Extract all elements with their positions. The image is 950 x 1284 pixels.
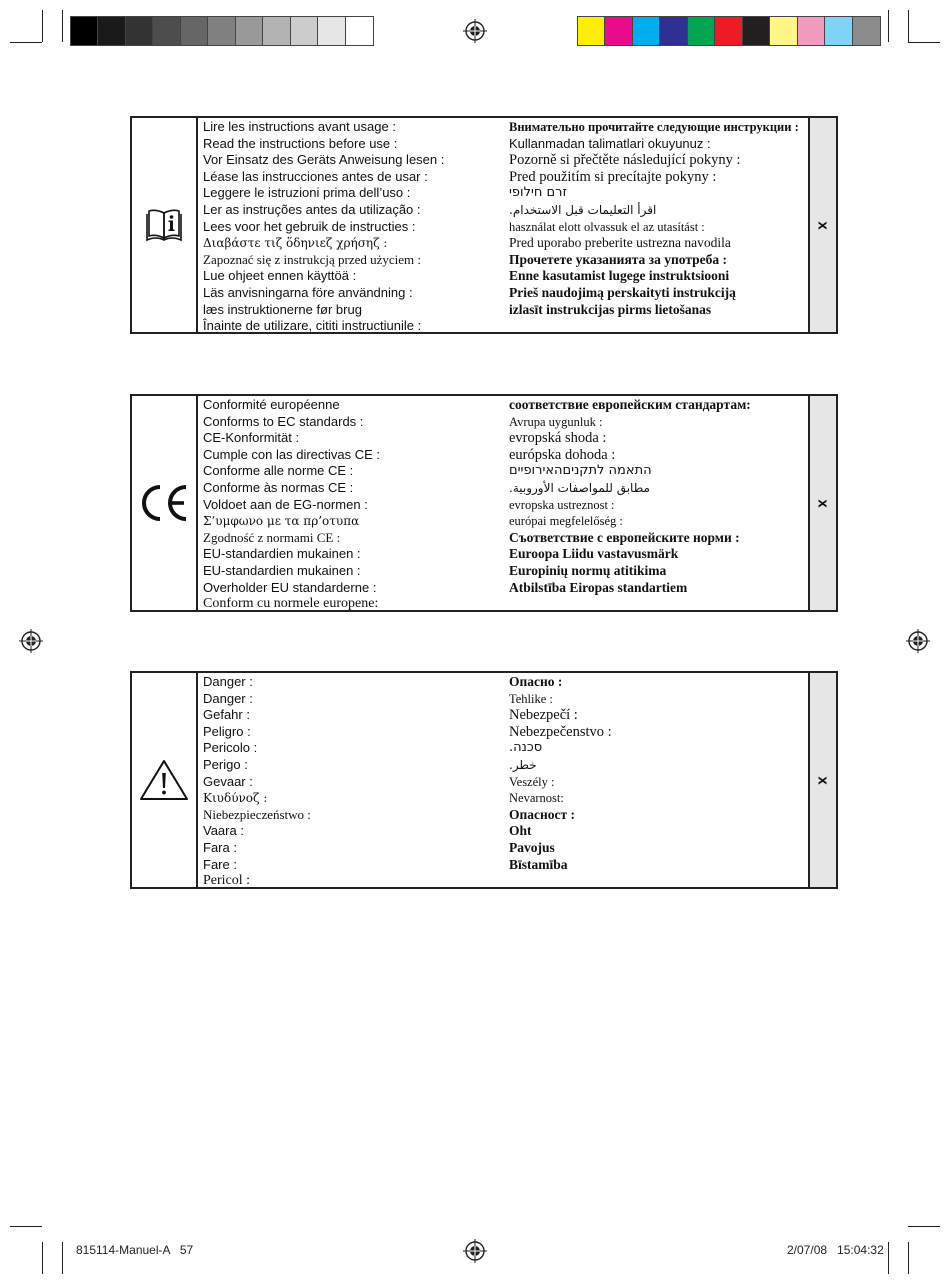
color-swatch <box>291 17 318 45</box>
instruction-line: Ler as instruções antes da utilização : <box>203 201 421 217</box>
danger-line: Tehlike : <box>509 691 553 706</box>
danger-line: Fara : <box>203 839 237 855</box>
registration-mark-icon <box>19 629 43 653</box>
color-swatch <box>236 17 263 45</box>
color-calibration-bar <box>577 16 881 46</box>
ce-line: Avrupa uygunluk : <box>509 414 603 429</box>
instruction-line: זרם חילופי <box>509 185 567 201</box>
ce-line: Conformité européenne <box>203 397 340 412</box>
instruction-line: Léase las instrucciones antes de usar : <box>203 168 428 184</box>
danger-line: Опасност : <box>509 806 576 822</box>
color-swatch <box>318 17 345 45</box>
instruction-line: Enne kasutamist lugege instruktsiooni <box>509 268 730 284</box>
instruction-line: Kullanmadan talimatlari okuyunuz : <box>509 135 711 151</box>
instruction-line: Pred uporabo preberite ustrezna navodila <box>509 235 731 251</box>
languages-column-right <box>509 119 804 332</box>
instruction-line: Zapoznać się z instrukcją przed użyciem : <box>203 251 422 267</box>
registration-mark-icon <box>906 629 930 653</box>
instruction-line: Внимательно прочитайте следующие инструкции : <box>509 120 799 134</box>
instruction-line: Pozorně si přečtěte následující pokyny : <box>509 152 741 169</box>
danger-line: Veszély : <box>509 774 555 789</box>
color-swatch <box>688 17 715 45</box>
danger-line: Danger : <box>203 690 253 706</box>
ce-line: Zgodność z normami CE : <box>203 529 341 545</box>
ce-line: Atbilstība Eiropas standartiem <box>509 579 688 595</box>
color-swatch <box>181 17 208 45</box>
danger-line: Опасно : <box>509 674 563 689</box>
danger-line: Niebezpieczeństwo : <box>203 806 311 822</box>
instruction-line: Läs anvisningarna före användning : <box>203 284 413 300</box>
ce-line: Cumple con las directivas CE : <box>203 446 381 462</box>
warning-triangle-icon <box>138 758 190 802</box>
gray-calibration-bar <box>70 16 374 46</box>
crop-mark <box>908 10 909 42</box>
crop-mark <box>10 1226 42 1227</box>
danger-line: Vaara : <box>203 823 244 839</box>
ce-line: európai megfelelőség : <box>509 514 623 529</box>
instruction-line: اقرأ التعليمات قبل الاستخدام. <box>509 202 657 217</box>
mark-cell <box>808 673 836 887</box>
icon-cell <box>132 673 198 887</box>
instruction-line: Lue ohjeet ennen käyttöä : <box>203 268 357 284</box>
danger-line: Pericolo : <box>203 740 258 756</box>
text-cell <box>198 396 808 610</box>
ce-line: Conforms to EC standards : <box>203 413 364 429</box>
crop-mark <box>42 1242 43 1274</box>
color-swatch <box>825 17 852 45</box>
danger-line: Gefahr : <box>203 707 250 723</box>
color-swatch <box>263 17 290 45</box>
color-swatch <box>798 17 825 45</box>
ce-line: európska dohoda : <box>509 446 616 463</box>
ce-mark-icon <box>138 483 190 523</box>
instruction-line: Lees voor het gebruik de instructies : <box>203 218 416 234</box>
registration-mark-icon <box>463 1239 487 1263</box>
instruction-line: Vor Einsatz des Geräts Anweisung lesen : <box>203 152 445 168</box>
crop-mark <box>62 10 63 42</box>
ce-line: EU-standardien mukainen : <box>203 562 361 578</box>
crop-mark <box>908 1226 940 1227</box>
text-cell <box>198 673 808 887</box>
languages-column-left <box>203 397 509 610</box>
instruction-line: Pred použitím si precítajte pokyny : <box>509 168 717 185</box>
color-swatch <box>126 17 153 45</box>
instruction-line: læs instruktionerne før brug <box>203 301 362 317</box>
danger-line: Bīstamība <box>509 856 568 872</box>
ce-line: Съответствие с европейските норми : <box>509 529 740 545</box>
crop-mark <box>888 10 889 42</box>
ce-line: Conforme alle norme CE : <box>203 463 354 479</box>
ce-conformity-box <box>130 394 838 612</box>
danger-line: Fare : <box>203 856 237 872</box>
instruction-line: Leggere le istruzioni prima dell’uso : <box>203 185 411 201</box>
ce-line: EU-standardien mukainen : <box>203 546 361 562</box>
danger-line: Nevarnost: <box>509 791 564 806</box>
ce-line: مطابق للمواصفات الأوروبية. <box>509 480 650 495</box>
ce-line: Europinių normų atitikima <box>509 562 667 578</box>
danger-box <box>130 671 838 889</box>
color-swatch <box>853 17 880 45</box>
ce-line: evropska ustreznost : <box>509 497 615 512</box>
danger-line: Perigo : <box>203 756 248 772</box>
color-swatch <box>578 17 605 45</box>
ce-line: Overholder EU standarderne : <box>203 579 377 595</box>
icon-cell <box>132 396 198 610</box>
color-swatch <box>660 17 687 45</box>
instruction-line: Înainte de utilizare, cititi instructiunile : <box>203 318 422 334</box>
icon-cell <box>132 118 198 332</box>
ce-line: соответствие европейским стандартам: <box>509 397 751 412</box>
ce-line: Σ’υμφωνο με τα πρ’οτυπα <box>203 514 360 529</box>
danger-line: Danger : <box>203 674 253 689</box>
color-swatch <box>715 17 742 45</box>
danger-line: Nebezpečí : <box>509 707 578 724</box>
footer-timestamp: 2/07/08 15:04:32 <box>787 1243 884 1257</box>
instruction-line: Διαβάστε τιζ ὅδηνιεζ χρήσηζ : <box>203 236 388 251</box>
ce-line: Conform cu normele europene: <box>203 596 379 612</box>
danger-line: Nebezpečenstvo : <box>509 723 612 740</box>
instruction-line: Prieš naudojimą perskaityti instrukciją <box>509 284 736 300</box>
color-swatch <box>605 17 632 45</box>
mark-cell <box>808 396 836 610</box>
x-mark: x <box>814 775 832 785</box>
footer-file-reference: 815114-Manuel-A 57 <box>76 1243 194 1257</box>
danger-line: Pavojus <box>509 839 555 855</box>
instruction-line: Lire les instructions avant usage : <box>203 119 396 134</box>
danger-line: Oht <box>509 823 532 839</box>
color-swatch <box>770 17 797 45</box>
instructions-box <box>130 116 838 334</box>
crop-mark <box>42 10 43 42</box>
instruction-line: Read the instructions before use : <box>203 135 398 151</box>
languages-column-right <box>509 674 804 887</box>
crop-mark <box>908 1242 909 1274</box>
color-swatch <box>153 17 180 45</box>
crop-mark <box>62 1242 63 1274</box>
crop-mark <box>888 1242 889 1274</box>
languages-column-right <box>509 397 804 610</box>
ce-line: evropská shoda : <box>509 430 607 447</box>
instruction-line: Прочетете указанията за употреба : <box>509 251 727 267</box>
book-info-icon <box>144 205 184 245</box>
danger-line: خطر. <box>509 757 537 772</box>
danger-line: Gevaar : <box>203 773 253 789</box>
color-swatch <box>346 17 373 45</box>
danger-line: Κιυδύνοζ : <box>203 791 268 806</box>
mark-cell <box>808 118 836 332</box>
color-swatch <box>743 17 770 45</box>
color-swatch <box>633 17 660 45</box>
color-swatch <box>208 17 235 45</box>
text-cell <box>198 118 808 332</box>
instruction-line: izlasīt instrukcijas pirms lietošanas <box>509 301 712 317</box>
danger-line: סכנה. <box>509 740 543 756</box>
ce-line: Euroopa Liidu vastavusmärk <box>509 546 679 562</box>
color-swatch <box>98 17 125 45</box>
languages-column-left <box>203 119 509 332</box>
crop-mark <box>10 42 42 43</box>
x-mark: x <box>814 498 832 508</box>
crop-mark <box>908 42 940 43</box>
color-swatch <box>71 17 98 45</box>
danger-line: Pericol : <box>203 873 251 889</box>
x-mark: x <box>814 220 832 230</box>
instruction-line: használat elott olvassuk el az utasítást : <box>509 219 705 234</box>
danger-line: Peligro : <box>203 723 251 739</box>
ce-line: CE-Konformität : <box>203 430 300 446</box>
registration-mark-icon <box>463 19 487 43</box>
ce-line: Voldoet aan de EG-normen : <box>203 496 368 512</box>
ce-line: Conforme às normas CE : <box>203 479 354 495</box>
ce-line: התאמה לתקניםהאירופיים <box>509 463 652 479</box>
languages-column-left <box>203 674 509 887</box>
